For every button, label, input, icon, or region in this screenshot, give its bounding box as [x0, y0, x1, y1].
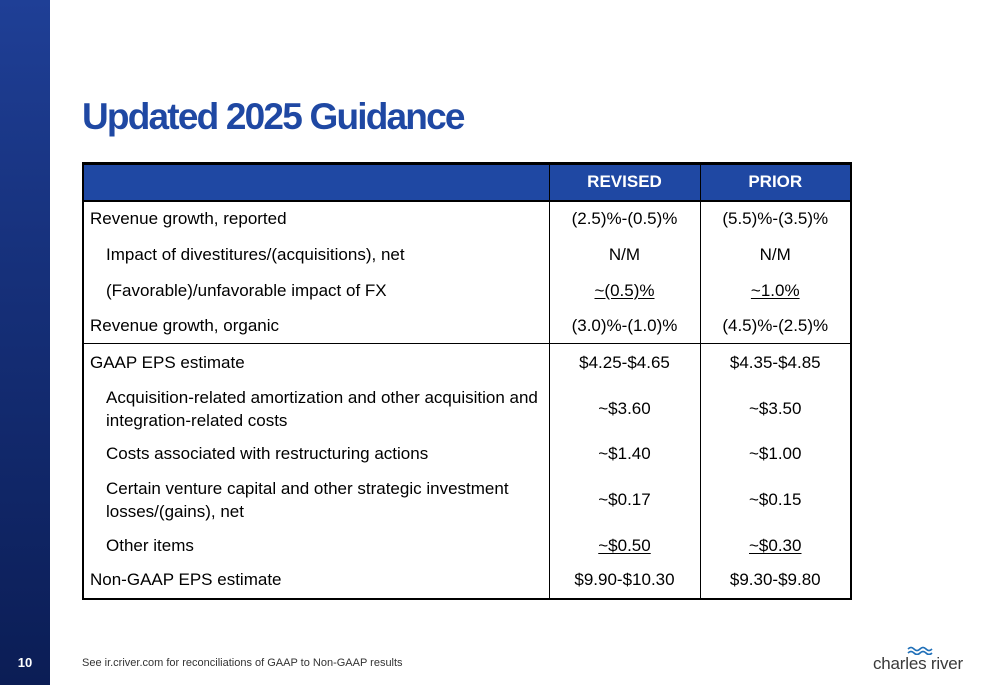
- revised-value: N/M: [549, 237, 700, 273]
- prior-value: [700, 273, 851, 309]
- table-row: [83, 563, 851, 599]
- revised-value: ~$3.60: [549, 382, 700, 436]
- table-row: [83, 529, 851, 563]
- table-row: [83, 436, 851, 472]
- side-accent-bar: [0, 0, 50, 685]
- prior-value: (4.5)%-(2.5)%: [700, 309, 851, 344]
- table-row: [83, 309, 851, 344]
- prior-value: $4.35-$4.85: [700, 344, 851, 382]
- footnote: See ir.criver.com for reconciliations of GAAP to Non-GAAP results: [82, 657, 403, 669]
- prior-value: ~$3.50: [700, 382, 851, 436]
- row-label: Revenue growth, organic: [83, 309, 549, 344]
- logo-text: charles river: [873, 654, 963, 673]
- row-label-line2: losses/(gains), net: [106, 502, 244, 521]
- company-logo: [873, 643, 963, 675]
- row-label: [83, 382, 549, 436]
- prior-value-text: ~$0.30: [749, 535, 802, 555]
- revised-value: ~$0.17: [549, 472, 700, 529]
- row-label: (Favorable)/unfavorable impact of FX: [83, 273, 549, 309]
- row-label: Non-GAAP EPS estimate: [83, 563, 549, 599]
- revised-value-text: ~$0.50: [598, 535, 651, 555]
- revised-value-text: ~(0.5)%: [594, 280, 655, 300]
- guidance-table: [82, 162, 852, 600]
- revised-value: $9.90-$10.30: [549, 563, 700, 599]
- table-row: [83, 201, 851, 237]
- revised-value: [549, 529, 700, 563]
- table-row: [83, 472, 851, 529]
- table-row: [83, 382, 851, 436]
- row-label: Impact of divestitures/(acquisitions), net: [83, 237, 549, 273]
- revised-value: [549, 273, 700, 309]
- header-label-cell: [83, 164, 549, 201]
- slide-title: Updated 2025 Guidance: [82, 96, 464, 137]
- table-row: [83, 273, 851, 309]
- header-revised: REVISED: [549, 164, 700, 201]
- prior-value-text: ~1.0%: [750, 280, 800, 300]
- table-row: [83, 344, 851, 382]
- row-label-line1: Certain venture capital and other strategic investment: [106, 479, 509, 498]
- header-prior: PRIOR: [700, 164, 851, 201]
- prior-value: $9.30-$9.80: [700, 563, 851, 599]
- revised-value: (3.0)%-(1.0)%: [549, 309, 700, 344]
- row-label: Revenue growth, reported: [83, 201, 549, 237]
- prior-value: ~$0.15: [700, 472, 851, 529]
- prior-value: N/M: [700, 237, 851, 273]
- row-label: [83, 472, 549, 529]
- prior-value: ~$1.00: [700, 436, 851, 472]
- row-label: Other items: [83, 529, 549, 563]
- prior-value: [700, 529, 851, 563]
- revised-value: (2.5)%-(0.5)%: [549, 201, 700, 237]
- revised-value: $4.25-$4.65: [549, 344, 700, 382]
- row-label-line1: Acquisition-related amortization and other acquisition and: [106, 387, 538, 407]
- row-label: Costs associated with restructuring actions: [83, 436, 549, 472]
- revised-value: ~$1.40: [549, 436, 700, 472]
- page-number: 10: [17, 655, 33, 670]
- table-row: [83, 237, 851, 273]
- prior-value: (5.5)%-(3.5)%: [700, 201, 851, 237]
- table-header-row: [83, 164, 851, 201]
- row-label: GAAP EPS estimate: [83, 344, 549, 382]
- row-label-line2: integration-related costs: [106, 410, 288, 430]
